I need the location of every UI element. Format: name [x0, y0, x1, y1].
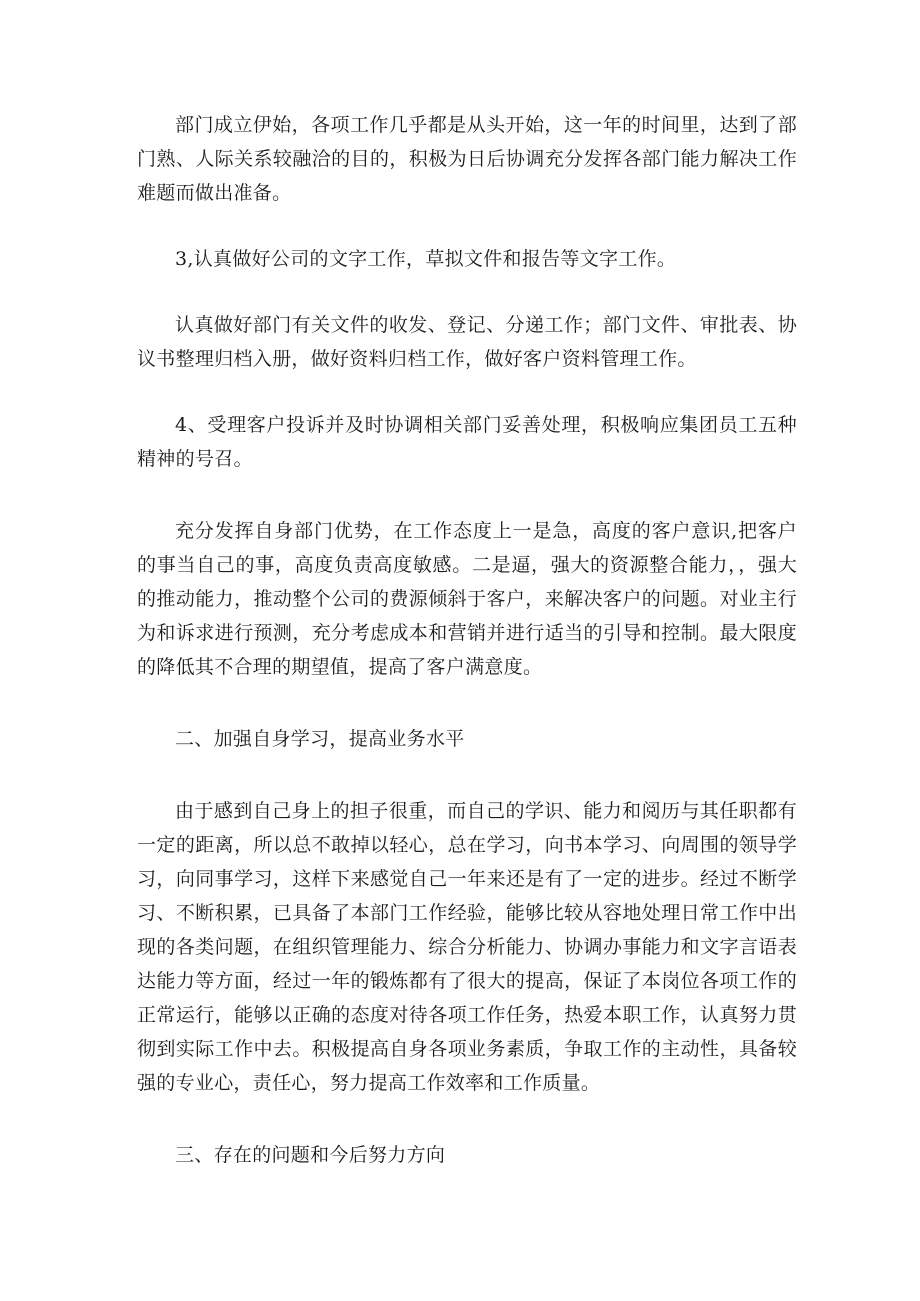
item-3-writing-work: 3,认真做好公司的文字工作，草拟文件和报告等文字工作。	[175, 248, 677, 270]
document-body	[137, 108, 797, 1172]
section-heading-self-study: 二、加强自身学习，提高业务水平	[175, 728, 465, 750]
paragraph-department-founding: 部门成立伊始，各项工作几乎都是从头开始，这一年的时间里，达到了部门熟、人际关系较融洽的目的，积极为日后协调充分发挥各部门能力解决工作难题而做出准备。	[137, 114, 797, 204]
paragraph-document-handling: 认真做好部门有关文件的收发、登记、分递工作；部门文件、审批表、协议书整理归档入册，做好资料归档工作，做好客户资料管理工作。	[137, 314, 797, 370]
item-4-customer-complaints: 4、受理客户投诉并及时协调相关部门妥善处理，积极响应集团员工五种精神的号召。	[137, 414, 797, 470]
paragraph-department-advantages: 充分发挥自身部门优势，在工作态度上一是急，高度的客户意识,把客户的事当自己的事，高度负责高度敏感。二是逼，强大的资源整合能力，，强大的推动能力，推动整个公司的费源倾斜于客户，来解决客户的问题。对业主行为和诉求进行预测，充分考虑成本和营销并进行适当的引导和控制。最大限度的降低其不合理的期望值，提高了客户满意度。	[137, 520, 797, 678]
paragraph-self-study: 由于感到自己身上的担子很重，而自己的学识、能力和阅历与其任职都有一定的距离，所以总不敢掉以轻心，总在学习，向书本学习、向周围的领导学习，向同事学习，这样下来感觉自己一年来还是有了一定的进步。经过不断学习、不断积累，已具备了本部门工作经验，能够比较从容地处理日常工作中出现的各类问题，在组织管理能力、综合分析能力、协调办事能力和文字言语表达能力等方面，经过一年的锻炼都有了很大的提高，保证了本岗位各项工作的正常运行，能够以正确的态度对待各项工作任务，热爱本职工作，认真努力贯彻到实际工作中去。积极提高自身各项业务素质，争取工作的主动性，具备较强的专业心，责任心，努力提高工作效率和工作质量。	[137, 800, 797, 1094]
section-heading-problems: 三、存在的问题和今后努力方向	[175, 1144, 446, 1166]
